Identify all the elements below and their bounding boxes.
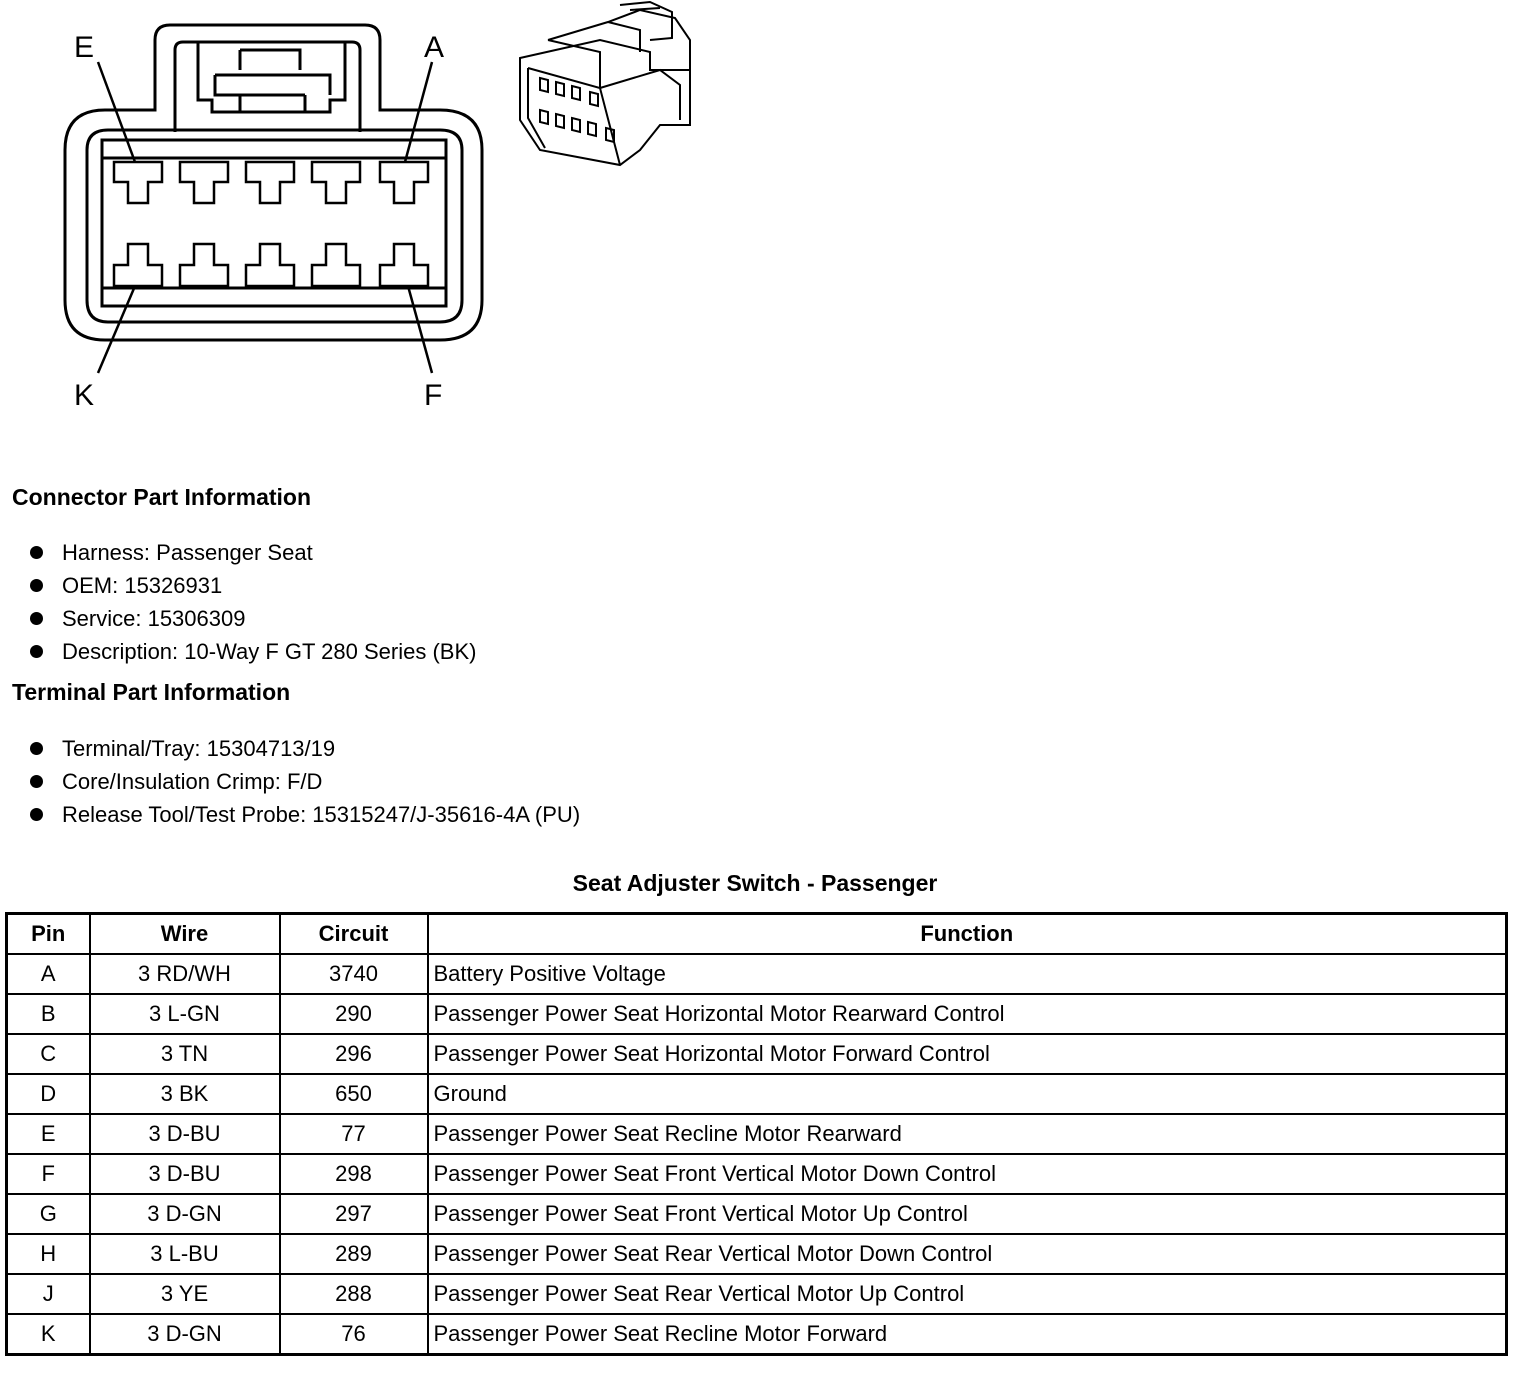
- table-header-row: [7, 914, 1507, 955]
- cell-function: Passenger Power Seat Rear Vertical Motor Up Control: [428, 1274, 1507, 1314]
- table-row: [7, 1314, 1507, 1355]
- list-item: Harness: Passenger Seat: [30, 536, 476, 569]
- header-circuit: Circuit: [280, 914, 428, 955]
- table-row: [7, 1194, 1507, 1234]
- cell-wire: 3 BK: [90, 1074, 280, 1114]
- header-wire: Wire: [90, 914, 280, 955]
- cell-pin: A: [7, 954, 90, 994]
- pin-label-k: K: [74, 379, 95, 412]
- cell-circuit: 76: [280, 1314, 428, 1355]
- pinout-table: [5, 912, 1508, 1356]
- leader-line-k: [98, 286, 135, 373]
- bullet-icon: [30, 808, 43, 821]
- cell-function: Passenger Power Seat Recline Motor Forward: [428, 1314, 1507, 1355]
- table-row: [7, 1234, 1507, 1274]
- list-item: Release Tool/Test Probe: 15315247/J-35616-4A (PU): [30, 798, 580, 831]
- cell-circuit: 289: [280, 1234, 428, 1274]
- cell-pin: B: [7, 994, 90, 1034]
- cell-function: Passenger Power Seat Recline Motor Rearward: [428, 1114, 1507, 1154]
- latch: [198, 42, 345, 112]
- list-item: Core/Insulation Crimp: F/D: [30, 765, 580, 798]
- pin-label-e: E: [74, 31, 95, 64]
- cell-function: Battery Positive Voltage: [428, 954, 1507, 994]
- cell-pin: D: [7, 1074, 90, 1114]
- cell-function: Passenger Power Seat Horizontal Motor Rearward Control: [428, 994, 1507, 1034]
- bullet-icon: [30, 742, 43, 755]
- connector-3d-view: [520, 2, 690, 165]
- cell-wire: 3 YE: [90, 1274, 280, 1314]
- cell-wire: 3 D-BU: [90, 1154, 280, 1194]
- cell-wire: 3 L-GN: [90, 994, 280, 1034]
- header-pin: Pin: [7, 914, 90, 955]
- cell-wire: 3 RD/WH: [90, 954, 280, 994]
- terminal-part-list: [30, 732, 580, 831]
- header-function: Function: [428, 914, 1507, 955]
- cell-pin: C: [7, 1034, 90, 1074]
- cell-wire: 3 D-GN: [90, 1314, 280, 1355]
- connector-part-heading: Connector Part Information: [12, 484, 312, 510]
- connector-part-list: [30, 536, 476, 668]
- table-row: [7, 1034, 1507, 1074]
- connector-housing-inner: [175, 42, 360, 132]
- table-row: [7, 994, 1507, 1034]
- cell-function: Passenger Power Seat Rear Vertical Motor Down Control: [428, 1234, 1507, 1274]
- cell-pin: H: [7, 1234, 90, 1274]
- leader-line-e: [98, 62, 135, 162]
- cell-circuit: 298: [280, 1154, 428, 1194]
- bullet-icon: [30, 579, 43, 592]
- cell-circuit: 290: [280, 994, 428, 1034]
- cell-pin: E: [7, 1114, 90, 1154]
- terminal-row-top: [114, 162, 428, 203]
- list-item: Terminal/Tray: 15304713/19: [30, 732, 580, 765]
- table-row: [7, 954, 1507, 994]
- cell-circuit: 77: [280, 1114, 428, 1154]
- cell-pin: G: [7, 1194, 90, 1234]
- cell-pin: J: [7, 1274, 90, 1314]
- cell-function: Ground: [428, 1074, 1507, 1114]
- table-row: [7, 1074, 1507, 1114]
- table-title: Seat Adjuster Switch - Passenger: [572, 870, 938, 896]
- cell-wire: 3 TN: [90, 1034, 280, 1074]
- terminal-row-bottom: [114, 244, 428, 286]
- cell-pin: K: [7, 1314, 90, 1355]
- table-row: [7, 1154, 1507, 1194]
- table-row: [7, 1274, 1507, 1314]
- cell-wire: 3 D-BU: [90, 1114, 280, 1154]
- list-item: Service: 15306309: [30, 602, 476, 635]
- cell-circuit: 297: [280, 1194, 428, 1234]
- list-item: OEM: 15326931: [30, 569, 476, 602]
- cell-function: Passenger Power Seat Horizontal Motor Forward Control: [428, 1034, 1507, 1074]
- connector-diagram: [0, 0, 720, 430]
- terminal-part-heading: Terminal Part Information: [12, 679, 291, 705]
- leader-line-a: [405, 62, 432, 162]
- cell-function: Passenger Power Seat Front Vertical Motor Up Control: [428, 1194, 1507, 1234]
- table-row: [7, 1114, 1507, 1154]
- cavity-face: [102, 140, 446, 306]
- bullet-icon: [30, 612, 43, 625]
- cell-wire: 3 D-GN: [90, 1194, 280, 1234]
- pin-label-f: F: [424, 379, 443, 412]
- cell-pin: F: [7, 1154, 90, 1194]
- cell-function: Passenger Power Seat Front Vertical Motor Down Control: [428, 1154, 1507, 1194]
- list-item: Description: 10-Way F GT 280 Series (BK): [30, 635, 476, 668]
- pin-label-a: A: [424, 31, 445, 64]
- cell-circuit: 650: [280, 1074, 428, 1114]
- cell-circuit: 296: [280, 1034, 428, 1074]
- cell-wire: 3 L-BU: [90, 1234, 280, 1274]
- bullet-icon: [30, 546, 43, 559]
- table-body: [7, 954, 1507, 1355]
- leader-line-f: [408, 286, 432, 373]
- cell-circuit: 3740: [280, 954, 428, 994]
- bullet-icon: [30, 645, 43, 658]
- cell-circuit: 288: [280, 1274, 428, 1314]
- bullet-icon: [30, 775, 43, 788]
